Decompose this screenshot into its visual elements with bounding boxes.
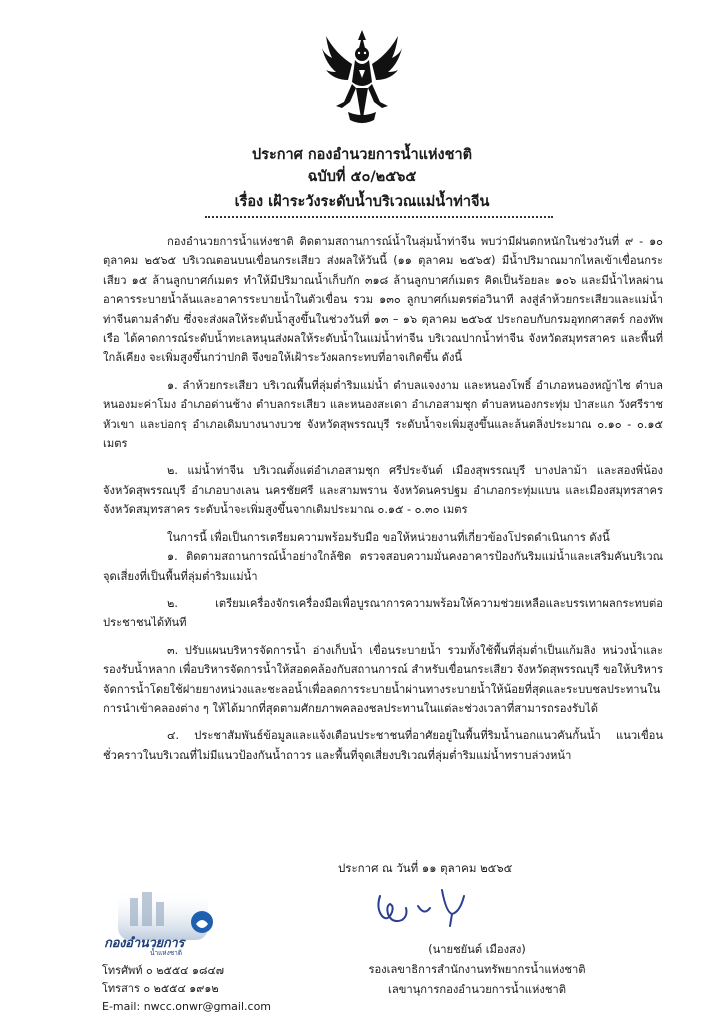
contact-phone: โทรศัพท์ ๐ ๒๕๕๔ ๑๘๔๗	[102, 964, 225, 977]
announcement-number: ฉบับที่ ๕๐/๒๕๖๕	[307, 169, 417, 185]
action-item: ๓. ปรับแผนบริหารจัดการน้ำ อ่างเก็บน้ำ เขื่อนระบายน้ำ รวมทั้งใช้พื้นที่ลุ่มต่ำเป็นแก้มลิง หน่วงน้ำและรองรับน้ำหลาก เพื่อบริหารจัดการน้ำให้สอดคล้องกับสถานการณ์ สำหรับเขื่อนกระเสียว จังหวัดสุพรรณบุรี ขอให้บริหารจัดการน้ำโดยใช้ฝายยางหน่วงและชะลอน้ำเพื่อลดการระบายน้ำผ่านทางระบายน้ำให้น้อยที่สุดและระบบชลประทานในการนำเข้าคลองต่าง ๆ ให้ได้มากที่สุดตามศักยภาพคลองชลประทานในแต่ละช่วงเวลาที่สามารถรองรับได้	[103, 643, 663, 715]
signer-position: เลขานุการกองอำนวยการน้ำแห่งชาติ	[388, 983, 566, 996]
request-paragraph: ในการนี้ เพื่อเป็นการเตรียมความพร้อมรับมือ ขอให้หน่วยงานที่เกี่ยวข้องโปรดดำเนินการ ดังนี้	[167, 530, 610, 544]
logo-subtext: น้ำแห่งชาติ	[150, 949, 183, 957]
announcement-subject: เรื่อง เฝ้าระวังระดับน้ำบริเวณแม่น้ำท่าจีน	[234, 194, 490, 210]
area-item: ๒. แม่น้ำท่าจีน บริเวณตั้งแต่อำเภอสามชุก ศรีประจันต์ เมืองสุพรรณบุรี บางปลาม้า และสองพี่น้อง จังหวัดสุพรรณบุรี อำเภอบางเลน นครชัยศรี และสามพราน จังหวัดนครปฐม อำเภอกระทุ่มแบน และเมืองสมุทรสาคร จังหวัดสมุทรสาคร ระดับน้ำจะเพิ่มสูงขึ้นจากเดิมประมาณ ๐.๑๕ - ๐.๓๐ เมตร	[103, 464, 663, 517]
action-item: ๑. ติดตามสถานการณ์น้ำอย่างใกล้ชิด ตรวจสอบความมั่นคงอาคารป้องกันริมแม่น้ำและเสริมคันบริเวณจุดเสี่ยงที่เป็นพื้นที่ลุ่มต่ำริมแม่น้ำ	[103, 550, 663, 583]
dotted-divider	[205, 216, 553, 218]
garuda-emblem-icon	[322, 28, 402, 130]
announcement-date: ประกาศ ณ วันที่ ๑๑ ตุลาคม ๒๕๖๕	[338, 861, 513, 875]
announcement-body	[103, 232, 663, 765]
contact-email[interactable]: E-mail: nwcc.onwr@gmail.com	[102, 1000, 272, 1013]
signer-position: รองเลขาธิการสำนักงานทรัพยากรน้ำแห่งชาติ	[368, 963, 586, 976]
signer-name: (นายชยันต์ เมืองสง)	[428, 943, 526, 956]
action-item: ๔. ประชาสัมพันธ์ข้อมูลและแจ้งเตือนประชาชนที่อาศัยอยู่ในพื้นที่ริมน้ำนอกแนวคันกั้นน้ำ แนวเขื่อนชั่วคราวในบริเวณที่ไม่มีแนวป้องกันน้ำถาวร และพื้นที่จุดเสี่ยงบริเวณที่ลุ่มต่ำริมแม่น้ำทราบล่วงหน้า	[103, 729, 663, 762]
action-item: ๒. เตรียมเครื่องจักรเครื่องมือเพื่อบูรณาการความพร้อมให้ความช่วยเหลือและบรรเทาผลกระทบต่อประชาชนได้ทันที	[103, 596, 663, 630]
signature-icon	[372, 886, 472, 932]
intro-paragraph: กองอำนวยการน้ำแห่งชาติ ติดตามสถานการณ์น้ำในลุ่มน้ำท่าจีน พบว่ามีฝนตกหนักในช่วงวันที่ ๙ - ๑๐ ตุลาคม ๒๕๖๕ บริเวณตอนบนเขื่อนกระเสียว ส่งผลให้วันนี้ (๑๑ ตุลาคม ๒๕๖๕) มีน้ำปริมาณมากไหลเข้าเขื่อนกระเสียว ๑๕ ล้านลูกบาศก์เมตร ทำให้มีปริมาณน้ำเก็บกัก ๓๑๘ ล้านลูกบาศก์เมตร คิดเป็นร้อยละ ๑๐๖ และมีน้ำไหลผ่านอาคารระบายน้ำล้นและอาคารระบายน้ำในตัวเขื่อน รวม ๑๓๐ ลูกบาศก์เมตรต่อวินาที ลงสู่ลำห้วยกระเสียวและแม่น้ำท่าจีนตามลำดับ ซึ่งจะส่งผลให้ระดับน้ำสูงขึ้นในช่วงวันที่ ๑๓ – ๑๖ ตุลาคม ๒๕๖๕ ประกอบกับกรมอุทกศาสตร์ กองทัพเรือ ได้คาดการณ์ระดับน้ำทะเลหนุนส่งผลให้ระดับน้ำในแม่น้ำท่าจีน บริเวณปากน้ำท่าจีน จังหวัดสมุทรสาคร และพื้นที่ใกล้เคียง จะเพิ่มสูงขึ้นกว่าปกติ จึงขอให้เฝ้าระวังผลกระทบที่อาจเกิดขึ้น ดังนี้	[103, 235, 663, 365]
logo-wordmark: กองอำนวยการ	[104, 936, 185, 951]
announcement-heading: ประกาศ กองอำนวยการน้ำแห่งชาติ	[251, 147, 473, 163]
area-item: ๑. ลำห้วยกระเสียว บริเวณพื้นที่ลุ่มต่ำริมแม่น้ำ ตำบลแจงงาม และหนองโพธิ์ อำเภอหนองหญ้าไซ ตำบลหนองมะค่าโมง อำเภอด่านช้าง ตำบลกระเสียว และหนองสะเดา อำเภอสามชุก ตำบลหนองกระทุ่ม ป่าสะแก วังศรีราช หัวเขา และบ่อกรุ อำเภอเดิมบางนางบวช จังหวัดสุพรรณบุรี ระดับน้ำจะเพิ่มสูงขึ้นและล้นตลิ่งประมาณ ๐.๑๐ - ๐.๑๕ เมตร	[103, 378, 663, 451]
contact-fax: โทรสาร ๐ ๒๕๕๔ ๑๙๑๒	[102, 982, 219, 995]
